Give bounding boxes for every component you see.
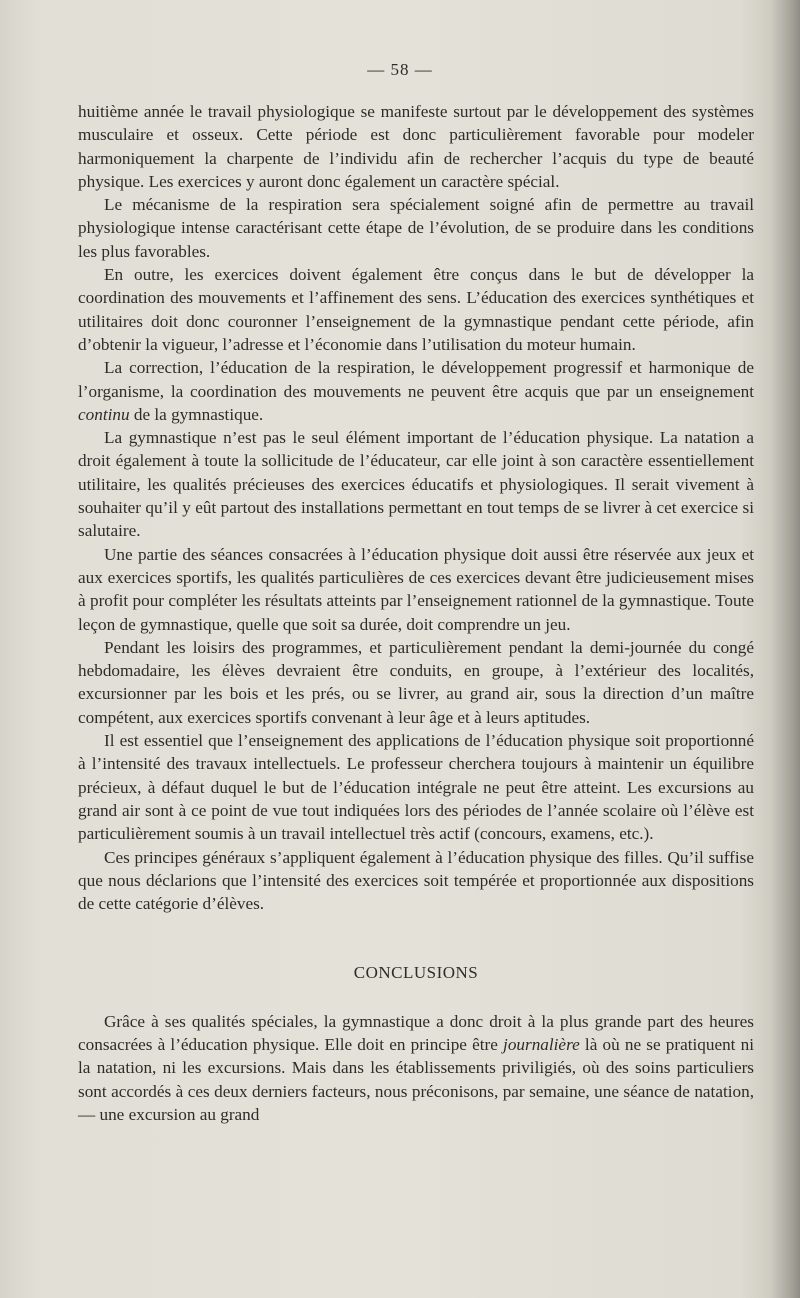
paragraph: La gymnastique n’est pas le seul élément important de l’éducation physique. La natation a droit également à toute la sollicitude de l’éducateur, car elle joint à son caractère essentiellement utilitaire, les qualités précieuses des exercices éducatifs et physiologiques. Il serait vivement à souhaiter qu’il y eût partout des installations permettant en tout temps de se livrer à cet exercice si salutaire.: [78, 428, 754, 541]
text-run: Grâce à ses qualités spéciales, la gymnastique a donc droit à la plus grande part des heures consacrées à l’éducation physique. Elle doit en principe être: [78, 1011, 754, 1054]
paragraph: Pendant les loisirs des programmes, et particulièrement pendant la demi-journée du congé hebdomadaire, les élèves devraient être conduits, en groupe, à l’extérieur des localités, excursionner par les bois et les prés, ou se livrer, au grand air, sous la direction d’un maître compétent, aux exercices sportifs convenant à leur âge et à leurs aptitudes.: [78, 637, 754, 727]
page-number: — 58 —: [367, 60, 433, 79]
emphasis: journalière: [503, 1034, 580, 1054]
paragraph: Il est essentiel que l’enseignement des applications de l’éducation physique soit proportionné à l’intensité des travaux intellectuels. Le professeur cherchera toujours à maintenir un équilibre précieux, à défaut duquel le but de l’éducation intégrale ne peut être atteint. Les excursions au grand air sont à ce point de vue tout indiquées lors des périodes de l’année scolaire où l’élève est particulièrement soumis à un travail intellectuel très actif (concours, examens, etc.).: [78, 731, 754, 844]
paragraph: Une partie des séances consacrées à l’éducation physique doit aussi être réservée aux jeux et aux exercices sportifs, les qualités particulières de ces exercices devant être judicieusement mises à profit pour compléter les résultats atteints par l’enseignement rationnel de la gymnastique. Toute leçon de gymnastique, quelle que soit sa durée, doit comprendre un jeu.: [78, 544, 754, 634]
section-heading: CONCLUSIONS: [353, 963, 479, 983]
paragraph: huitième année le travail physiologique se manifeste surtout par le développement des systèmes musculaire et osseux. Cette période est donc particulièrement favorable pour modeler harmoniquement la charpente de l’individu afin de rechercher l’acquis du type de beauté physique. Les exercices y auront donc également un caractère spécial.: [78, 102, 754, 191]
paragraph: [78, 356, 754, 426]
paragraph: Ces principes généraux s’appliquent également à l’éducation physique des filles. Qu’il suffise que nous déclarions que l’intensité des exercices soit tempérée et proportionnée aux dispositions de cette catégorie d’élèves.: [78, 847, 754, 914]
body-text: [78, 100, 754, 1126]
paragraph: Le mécanisme de la respiration sera spécialement soigné afin de permettre au travail physiologique intense caractérisant cette étape de l’évolution, de se produire dans les conditions les plus favorables.: [78, 195, 754, 261]
emphasis: continu: [78, 404, 130, 424]
text-run: de la gymnastique.: [129, 404, 264, 424]
paragraph: [78, 1010, 754, 1126]
text-run: La correction, l’éducation de la respiration, le développement progressif et harmonique de l’organisme, la coordination des mouvements ne peuvent être acquis que par un enseignement: [78, 358, 754, 401]
text-run: là où ne se pratiquent ni la natation, ni les excursions. Mais dans les établissements priviligiés, où des soins particuliers sont accordés à ces deux derniers facteurs, nous préconisons, par semaine, une séance de natation, — une excursion au grand: [78, 1034, 755, 1124]
paragraph: En outre, les exercices doivent également être conçus dans le but de développer la coordination des mouvements et l’affinement des sens. L’éducation des exercices synthétiques et utilitaires doit donc couronner l’enseignement de la gymnastique pendant cette période, afin d’obtenir la vigueur, l’adresse et l’économie dans l’utilisation du moteur humain.: [78, 265, 754, 354]
